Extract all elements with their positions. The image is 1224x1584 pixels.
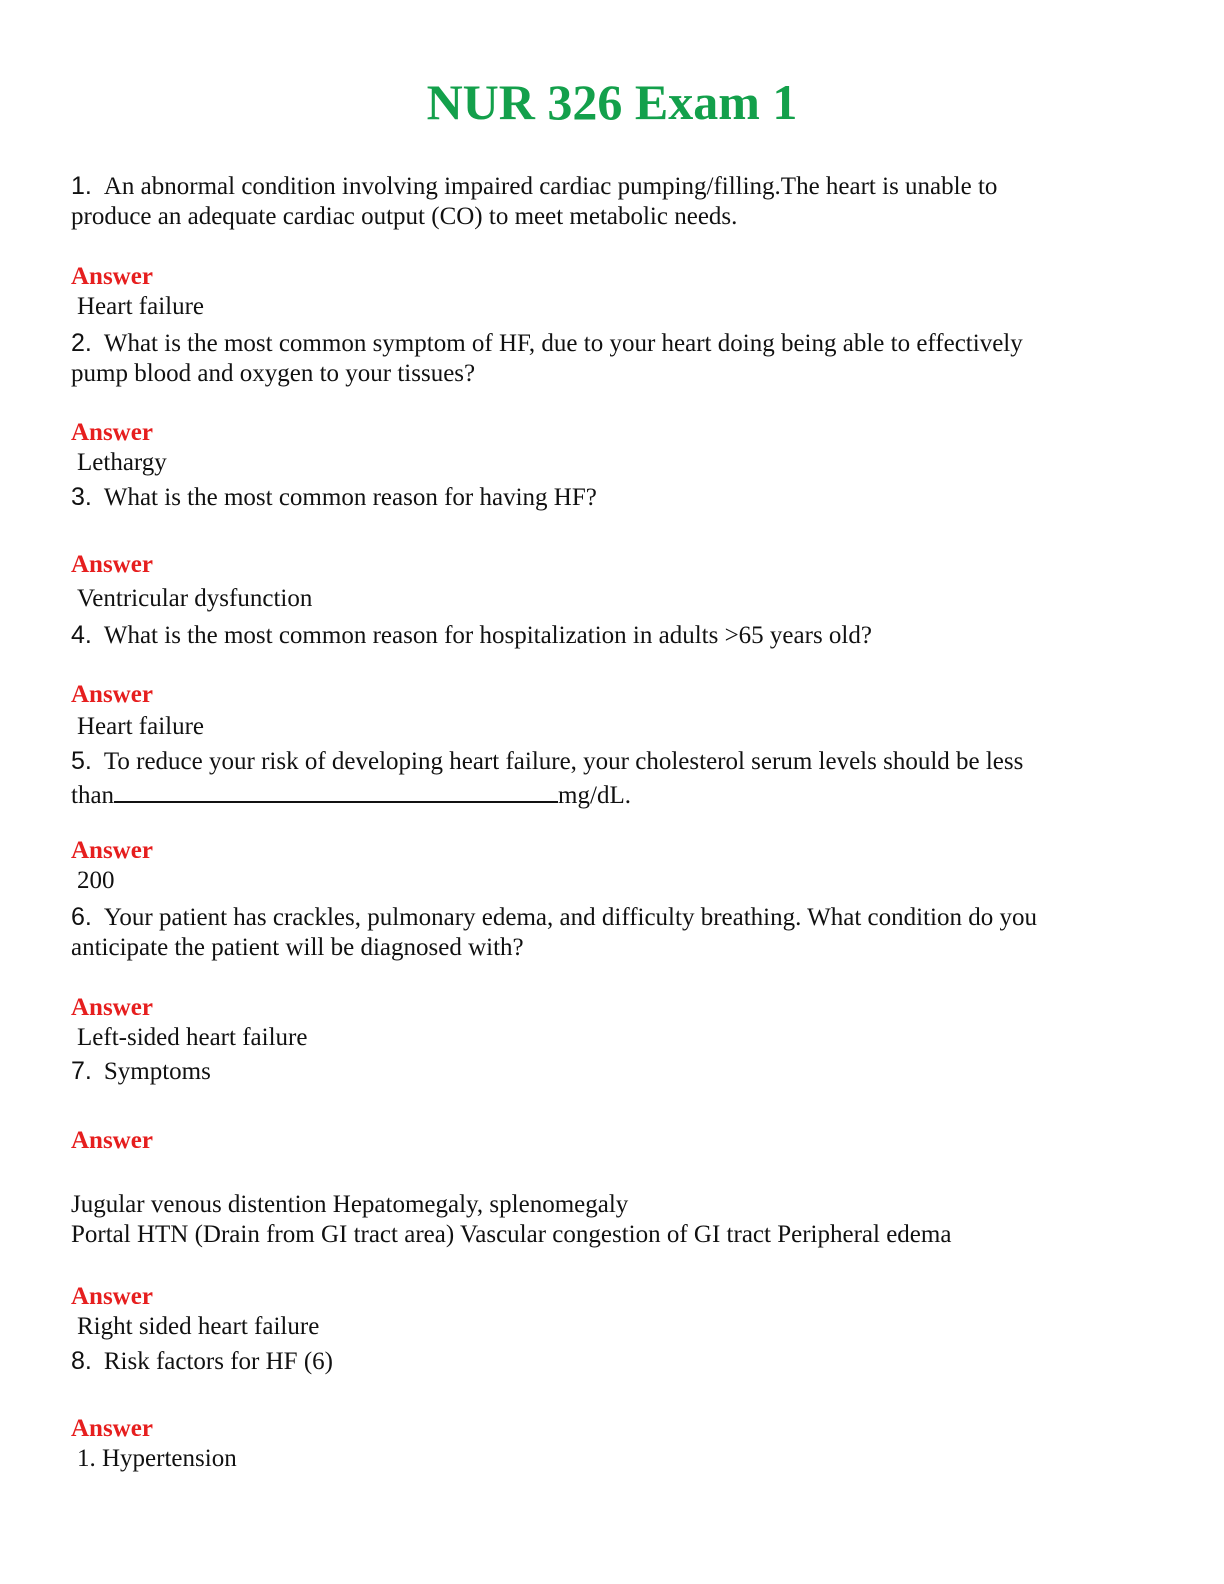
answer-block — [71, 584, 1151, 614]
question-number: 8. — [71, 1347, 92, 1375]
blank-prefix: than — [71, 782, 115, 809]
answer-block — [71, 262, 1151, 322]
question-block — [71, 902, 1151, 963]
answer-block — [71, 993, 1151, 1053]
question-number: 4. — [71, 621, 92, 649]
question-line — [71, 328, 1151, 359]
answer-block — [71, 836, 1151, 896]
question-text: An abnormal condition involving impaired cardiac pumping/filling.The heart is unable to — [103, 173, 998, 200]
question-block — [71, 1346, 1151, 1377]
question-text: To reduce your risk of developing heart failure, your cholesterol serum levels should be less — [103, 748, 1024, 775]
answer-label: Answer — [71, 419, 153, 446]
answer-block — [71, 680, 1151, 710]
answer-text: Left-sided heart failure — [77, 1024, 308, 1051]
blank-suffix: mg/dL. — [558, 782, 631, 809]
question-block — [71, 1056, 1151, 1087]
question-text: What is the most common reason for hospitalization in adults >65 years old? — [103, 622, 872, 649]
answer-block — [71, 1126, 1151, 1156]
answer-label: Answer — [71, 994, 153, 1021]
question-number: 7. — [71, 1057, 92, 1085]
question-line — [71, 902, 1151, 933]
answer-block — [71, 1190, 1151, 1250]
question-line — [71, 746, 1151, 777]
answer-label: Answer — [71, 837, 153, 864]
answer-text: 1. Hypertension — [77, 1445, 237, 1472]
answer-text: Heart failure — [77, 293, 205, 320]
answer-label: Answer — [71, 263, 153, 290]
question-number: 3. — [71, 483, 92, 511]
page-title: NUR 326 Exam 1 — [426, 74, 798, 130]
answer-text: Lethargy — [77, 449, 167, 476]
question-block — [71, 620, 1151, 651]
question-text: What is the most common symptom of HF, due to your heart doing being able to effectively — [103, 330, 1023, 357]
question-number: 5. — [71, 747, 92, 775]
answer-block — [71, 550, 1151, 580]
question-line — [71, 620, 1151, 651]
question-text: Your patient has crackles, pulmonary edema, and difficulty breathing. What condition do you — [103, 904, 1037, 931]
question-block — [71, 746, 1151, 811]
question-number: 2. — [71, 329, 92, 357]
question-number: 6. — [71, 903, 92, 931]
answer-text: 200 — [77, 867, 115, 894]
question-text: pump blood and oxygen to your tissues? — [71, 360, 476, 387]
answer-block — [71, 1282, 1151, 1342]
answer-block — [71, 712, 1151, 742]
question-text: anticipate the patient will be diagnosed with? — [71, 934, 524, 961]
question-number: 1. — [71, 172, 92, 200]
answer-text: Jugular venous distention Hepatomegaly, splenomegaly — [71, 1191, 629, 1218]
answer-text: Heart failure — [77, 713, 205, 740]
answer-label: Answer — [71, 681, 153, 708]
question-line — [71, 171, 1151, 202]
question-text: Symptoms — [103, 1058, 211, 1085]
answer-label: Answer — [71, 1283, 153, 1310]
question-text: What is the most common reason for having HF? — [103, 484, 597, 511]
question-line — [71, 777, 1151, 811]
answer-text: Ventricular dysfunction — [77, 585, 313, 612]
answer-block — [71, 418, 1151, 478]
question-line — [71, 482, 1151, 513]
answer-label: Answer — [71, 551, 153, 578]
question-block — [71, 171, 1151, 232]
question-line — [71, 1346, 1151, 1377]
answer-text: Right sided heart failure — [77, 1313, 320, 1340]
answer-block — [71, 1414, 1151, 1474]
question-text: produce an adequate cardiac output (CO) to meet metabolic needs. — [71, 203, 738, 230]
answer-label: Answer — [71, 1127, 153, 1154]
answer-text: Portal HTN (Drain from GI tract area) Vascular congestion of GI tract Peripheral edema — [71, 1221, 952, 1248]
fill-in-blank — [114, 777, 558, 803]
question-block — [71, 328, 1151, 389]
answer-label: Answer — [71, 1415, 153, 1442]
question-line — [71, 1056, 1151, 1087]
question-text: Risk factors for HF (6) — [103, 1348, 333, 1375]
question-block — [71, 482, 1151, 513]
